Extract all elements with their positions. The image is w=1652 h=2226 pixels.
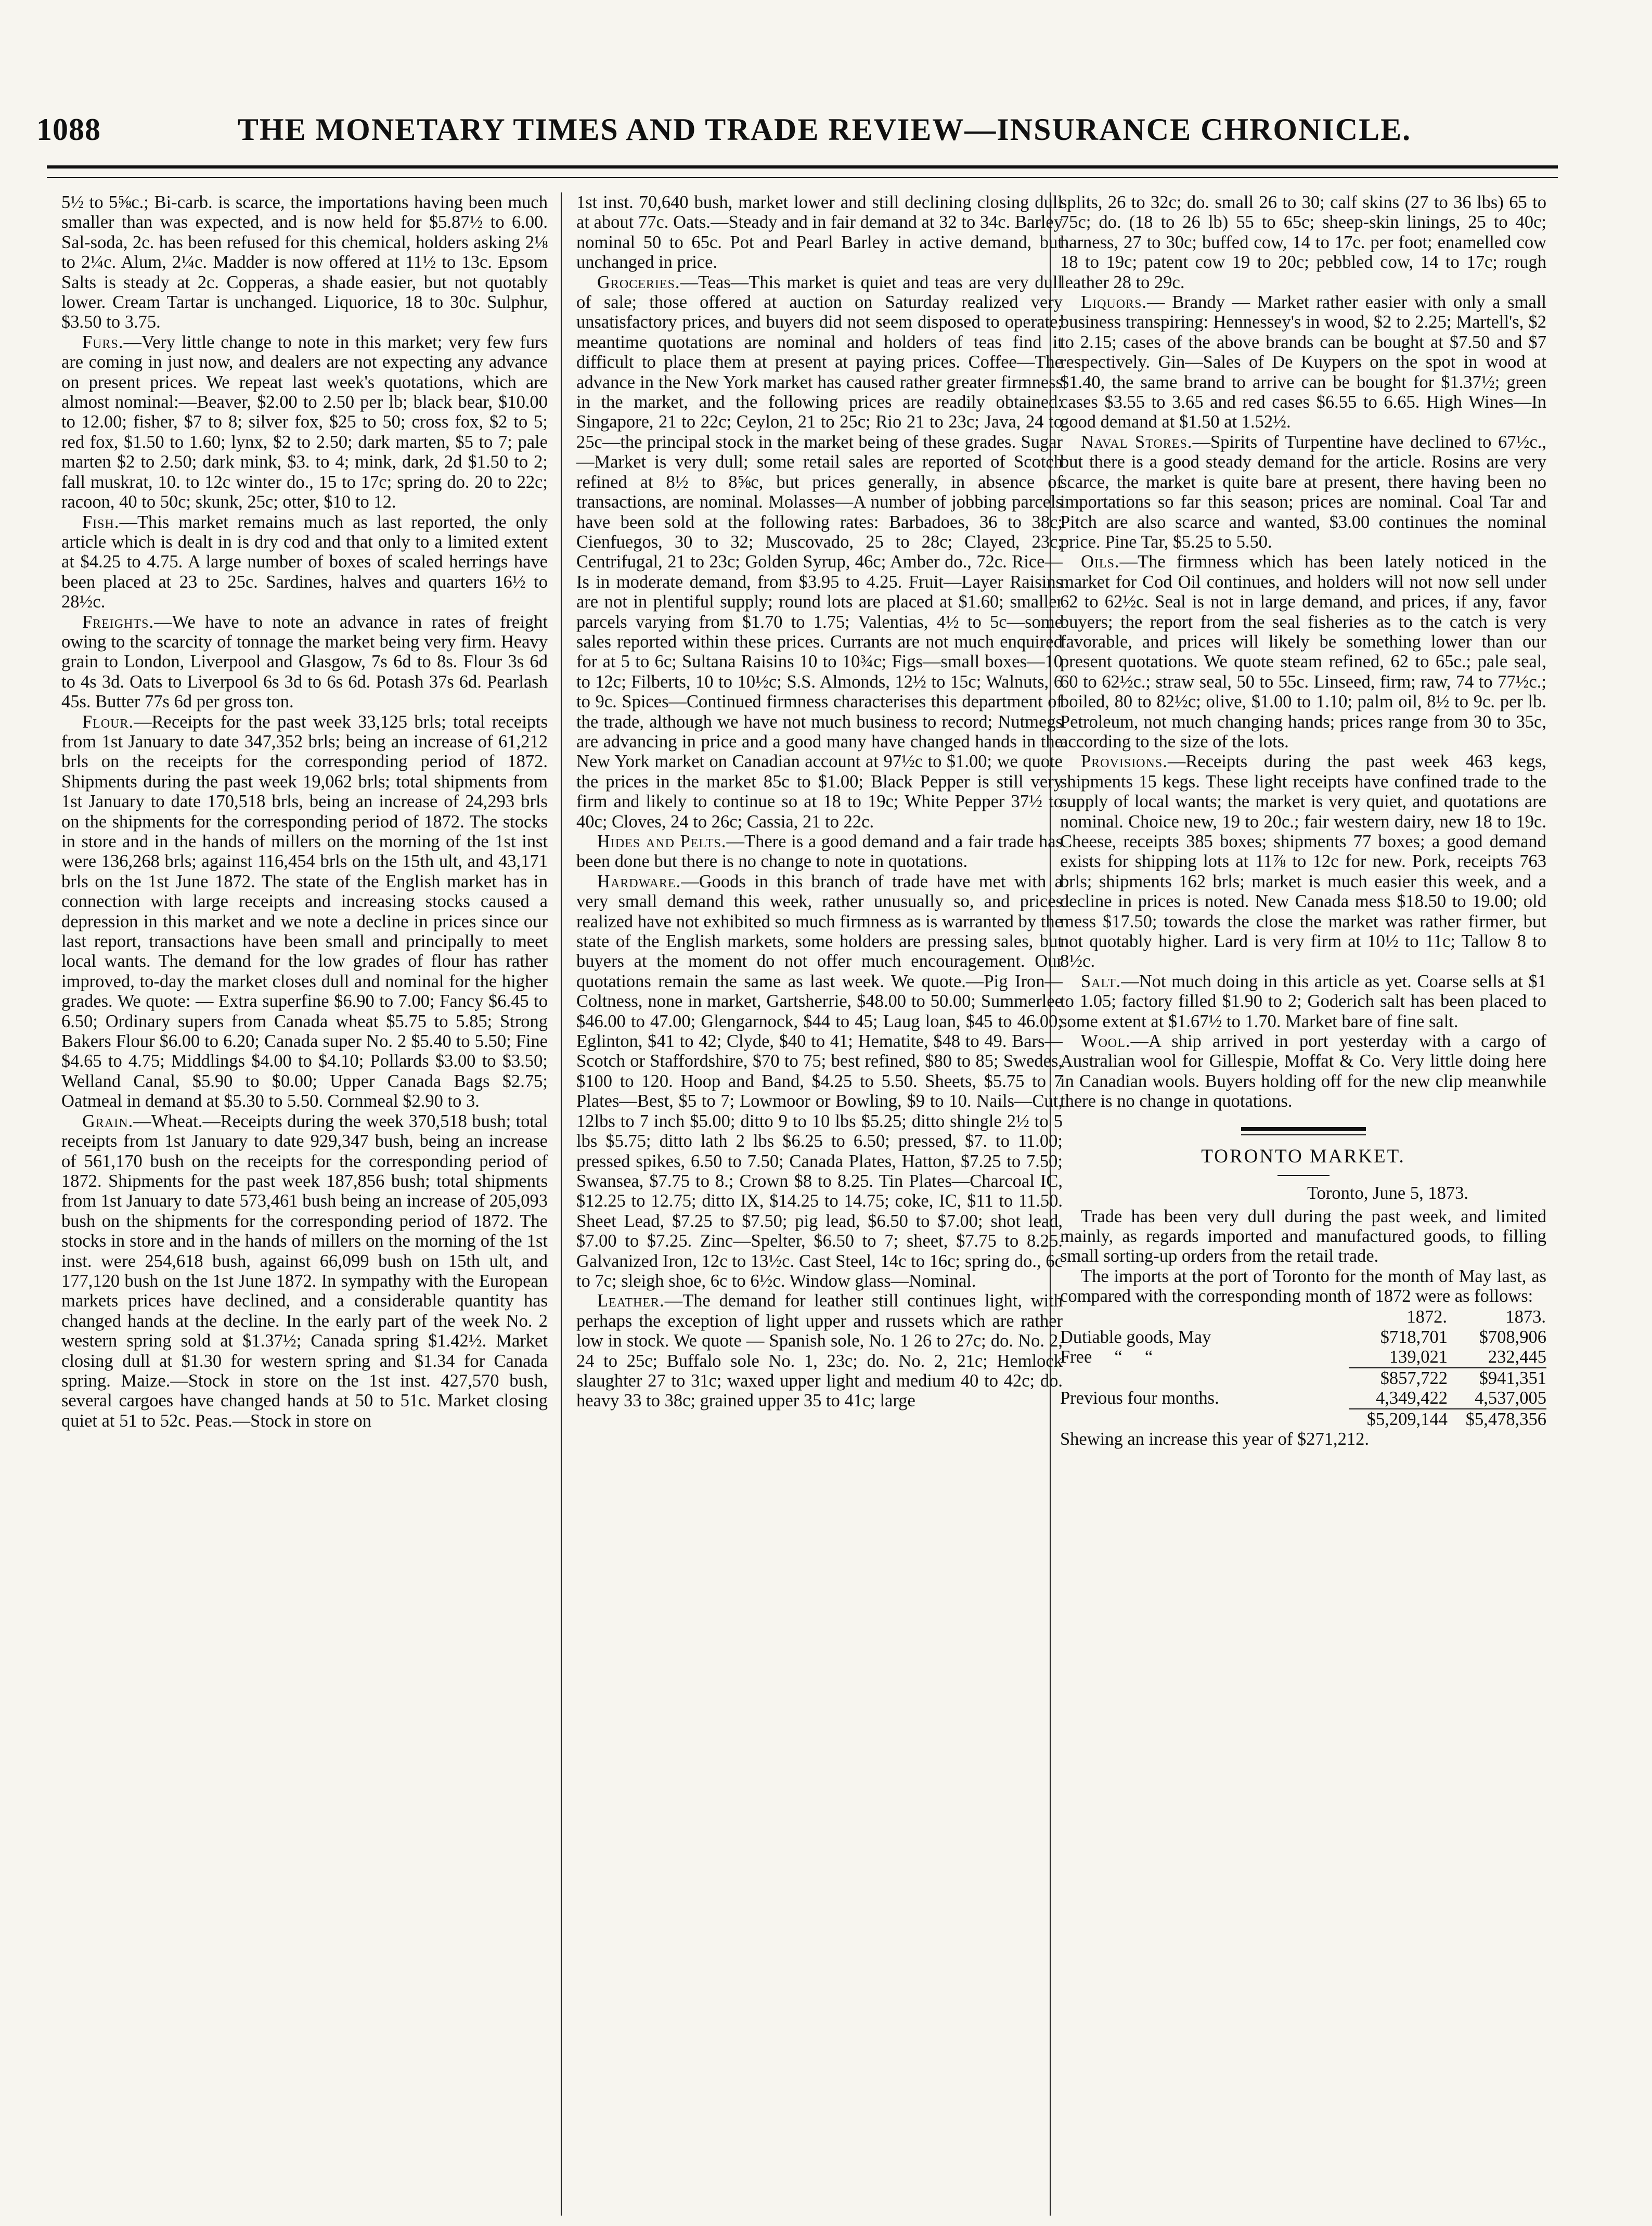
toronto-imports-intro: The imports at the port of Toronto for the month of May last, as compared with the corresponding month of 1872 were as follows: — [1060, 1266, 1546, 1306]
groceries-paragraph — [576, 273, 1063, 832]
salt-paragraph — [1060, 972, 1546, 1031]
toronto-market-title: TORONTO MARKET. — [1201, 1145, 1405, 1167]
row-label: Dutiable goods, May — [1060, 1327, 1211, 1347]
section-separator-thin — [1241, 1134, 1366, 1135]
section-heading: Oils. — [1081, 552, 1120, 572]
grain-paragraph — [61, 1111, 548, 1431]
cell-1873: 4,537,005 — [1475, 1388, 1546, 1408]
section-heading: Furs. — [82, 332, 124, 352]
section-body: — Brandy — Market rather easier with only a small business transpiring: Hennessey's in wood, $2 to 2.25; Martell's, $2 to 2.15; cases of the above brands can be bought at $7.50 and $7 respectively. Gin—Sales of De Kuypers on the spot in wood at $1.40, the same brand to arrive can be bought for $1.37½; green cases $3.55 to 3.65 and red cases $6.55 to 6.65. High Wines—In good demand at $1.50 at 1.52½. — [1060, 292, 1546, 432]
total-row — [1060, 1409, 1546, 1429]
cell-1872: 139,021 — [1389, 1347, 1448, 1367]
increase-summary: Shewing an increase this year of $271,212. — [1060, 1429, 1370, 1449]
section-heading: Leather. — [597, 1291, 665, 1311]
section-heading: Hardware. — [597, 871, 681, 891]
furs-paragraph — [61, 332, 548, 512]
section-heading: Provisions. — [1081, 752, 1168, 772]
hides-paragraph — [576, 832, 1063, 872]
page-header — [36, 112, 1612, 159]
year-header: 1873. — [1505, 1306, 1546, 1327]
section-body: —Very little change to note in this market; very few furs are coming in just now, and dealers are not expecting any advance on present prices. We repeat last week's quotations, which are almost nominal:—Beaver, $2.00 to 2.50 per lb; black bear, $10.00 to 12.00; fisher, $7 to 8; silver fox, $25 to 50; cross fox, $2 to 5; red fox, $1.50 to 1.60; lynx, $2 to 2.50; dark marten, $5 to 7; pale marten $2 to 2.50; dark mink, $3. to 4; mink, dark, 2d $1.50 to 2; fall muskrat, 10. to 12c winter do., 15 to 17c; spring do. 20 to 22c; racoon, 40 to 50c; skunk, 25c; otter, $10 to 12. — [61, 332, 548, 512]
wool-paragraph — [1060, 1031, 1546, 1111]
grain-continued-paragraph: 1st inst. 70,640 bush, market lower and still declining closing dull at about 77c. Oats.—Steady and in fair demand at 32 to 34c. Barley nominal 50 to 65c. Pot and Pearl Barley in active demand, but unchanged in price. — [576, 192, 1063, 273]
section-heading: Grain. — [82, 1111, 134, 1131]
section-body: —This market remains much as last reported, the only article which is dealt in is dry cod and that only to a limited extent at $4.25 to 4.75. A large number of boxes of scaled herrings have been placed at 23 to 25c. Sardines, halves and quarters 16½ to 28½c. — [61, 512, 548, 612]
liquors-paragraph — [1060, 292, 1546, 432]
page-number: 1088 — [36, 112, 101, 147]
section-body: —Spirits of Turpentine have declined to 67½c., but there is a good steady demand for the article. Rosins are very scarce, the market is quite bare at present, there having been no importations so far this season; prices are nominal. Coal Tar and Pitch are also scarce and wanted, $3.00 continues the nominal price. Pine Tar, $5.25 to 5.50. — [1060, 432, 1546, 552]
header-rule-thin — [47, 177, 1558, 178]
table-row — [1060, 1347, 1546, 1367]
imports-table — [1060, 1306, 1546, 1429]
total-1873: $5,478,356 — [1448, 1409, 1546, 1429]
section-separator-thick — [1241, 1127, 1366, 1131]
section-body: —The firmness which has been lately noticed in the market for Cod Oil continues, and holders will not now sell under 62 to 62½c. Seal is not in large demand, and prices, if any, favor buyers; the report from the seal fisheries as to the catch is very favorable, and prices will likely be something lower than our present quotations. We quote steam refined, 62 to 65c.; pale seal, 60 to 62½c.; straw seal, 50 to 55c. Linseed, firm; raw, 74 to 77½c.; boiled, 80 to 82½c; olive, $1.00 to 1.10; palm oil, 8½ to 9c. per lb. Petroleum, not much changing hands; prices range from 30 to 35c, according to the size of the lots. — [1060, 552, 1546, 752]
table-row — [1060, 1327, 1546, 1347]
section-heading: Salt. — [1081, 971, 1121, 991]
section-heading: Liquors. — [1081, 292, 1147, 313]
cell-1873: 232,445 — [1488, 1347, 1546, 1367]
column-divider — [561, 192, 562, 2216]
column-2 — [576, 192, 1063, 2216]
oils-paragraph — [1060, 552, 1546, 752]
short-rule — [1277, 1175, 1330, 1176]
section-body: —Receipts for the past week 33,125 brls; total receipts from 1st January to date 347,352 brls; being an increase of 61,212 brls on the receipts for the corresponding period of 1872. Shipments during the past week 19,062 brls; total shipments from 1st January to date 170,518 brls, being an increase of 24,293 brls on the shipments for the corresponding period of 1872. The stocks in store and in the hands of millers on the morning of the 1st inst were 136,268 brls; against 116,454 brls on the 15th ult, and 43,171 brls on the 1st June 1872. The state of the English market has in connection with large receipts and increasing stocks caused a depression in this market and we note a decline in prices since our last report, transactions have been small and principally to meet local wants. The demand for the low grades of flour has rather improved, to-day the market closes dull and nominal for the higher grades. We quote: — Extra superfine $6.90 to 7.00; Fancy $6.45 to 6.50; Ordinary supers from Canada wheat $5.75 to 5.85; Strong Bakers Flour $6.00 to 6.20; Canada super No. 2 $5.40 to 5.50; Fine $4.65 to 4.75; Middlings $4.00 to $4.10; Pollards $3.00 to $3.50; Welland Canal, $5.90 to $0.00; Upper Canada Bags $2.75; Oatmeal in demand at $5.30 to 5.50. Cornmeal $2.90 to 3. — [61, 711, 548, 1111]
column-1 — [61, 192, 548, 2216]
year-header: 1872. — [1406, 1306, 1447, 1327]
section-body: —We have to note an advance in rates of freight owing to the scarcity of tonnage the market being very firm. Heavy grain to London, Liverpool and Glasgow, 7s 6d to 8s. Flour 3s 6d to 4s 3d. Oats to Liverpool 6s 3d to 6s 6d. Potash 37s 6d. Pearlash 45s. Butter 77s 6d per gross ton. — [61, 612, 548, 712]
section-body: —A ship arrived in port yesterday with a cargo of Australian wool for Gillespie, Moffat & Co. Very little doing here in Canadian wools. Buyers holding off for the new clip meanwhile there is no change in quotations. — [1060, 1031, 1546, 1111]
total-1872: $5,209,144 — [1349, 1409, 1448, 1429]
leather-continued-paragraph: splits, 26 to 32c; do. small 26 to 30; calf skins (27 to 36 lbs) 65 to 75c; do. (18 to 26 lb) 55 to 65c; sheep-skin linings, 25 to 40c; harness, 27 to 30c; buffed cow, 14 to 17c. per foot; enamelled cow 18 to 19c; patent cow 19 to 20c; pebbled cow, 14 to 17c; rough leather 28 to 29c. — [1060, 192, 1546, 292]
row-label: Previous four months. — [1060, 1388, 1219, 1408]
section-body: —The demand for leather still continues light, with perhaps the exception of light upper and russets which are rather low in stock. We quote — Spanish sole, No. 1 26 to 27c; do. No. 2, 24 to 25c; Buffalo sole No. 1, 23c; do. No. 2, 21c; Hemlock slaughter 27 to 31c; waxed upper light and medium 40 to 42c; do. heavy 33 to 38c; grained upper 35 to 41c; large — [576, 1291, 1063, 1411]
section-body: —Teas—This market is quiet and teas are very dull of sale; those offered at auction on Saturday realized very unsatisfactory prices, and buyers did not seem disposed to operate; meantime quotations are nominal and holders of teas find it difficult to place them at present at paying prices. Coffee—The advance in the New York market has caused rather greater firmness in the market, and the following prices are readily obtained: Singapore, 21 to 22c; Ceylon, 21 to 25c; Rio 21 to 23c; Java, 24 to 25c—the principal stock in the market being of these grades. Sugar—Market is very dull; some retail sales are reported of Scotch refined at 8½ to 8⅝c, but prices generally, in absence of transactions, are nominal. Molasses—A number of jobbing parcels have been sold at the following rates: Barbadoes, 36 to 38c; Cienfuegos, 30 to 32; Muscovado, 25 to 28c; Clayed, 23c; Centrifugal, 21 to 23c; Golden Syrup, 46c; Amber do., 72c. Rice—Is in moderate demand, from $3.95 to 4.25. Fruit—Layer Raisins are not in plentiful supply; round lots are placed at $1.60; smaller parcels varying from $1.70 to 1.75; Valentias, 4½ to 5c—some sales reported within these prices. Currants are not much enquired for at 5 to 6c; Sultana Raisins 10 to 10¾c; Figs—small boxes—10 to 12c; Filberts, 10 to 10½c; S.S. Almonds, 12½ to 15c; Walnuts, 6 to 9c. Spices—Continued firmness characterises this department of the trade, although we have not much business to record; Nutmegs are advancing in price and a good many have changed hands in the New York market on Canadian account at 97½c to $1.00; we quote the prices in the market 85c to $1.00; Black Pepper is still very firm and likely to continue so at 18 to 19c; White Pepper 37½ to 40c; Cloves, 24 to 26c; Cassia, 21 to 22c. — [576, 272, 1063, 832]
section-heading: Flour. — [82, 711, 134, 732]
section-heading: Hides and Pelts. — [597, 832, 727, 851]
subtotal-row — [1060, 1368, 1546, 1388]
cell-1872: $718,701 — [1380, 1327, 1448, 1347]
chemicals-paragraph: 5½ to 5⅝c.; Bi-carb. is scarce, the importations having been much smaller than was expected, and is now held for $5.87½ to 6.00. Sal-soda, 2c. has been refused for this chemical, holders asking 2⅛ to 2¼c. Alum, 2¼c. Madder is now offered at 11½ to 13c. Epsom Salts is steady at 2c. Copperas, a shade easier, but not quotably lower. Cream Tartar is unchanged. Liquorice, 18 to 30c. Sulphur, $3.50 to 3.75. — [61, 192, 548, 332]
subtotal-1873: $941,351 — [1448, 1368, 1546, 1388]
toronto-paragraph: Trade has been very dull during the past week, and limited mainly, as regards imported and manufactured goods, to filling small sorting-up orders from the retail trade. — [1060, 1206, 1546, 1266]
hardware-paragraph — [576, 872, 1063, 1291]
section-heading: Naval Stores. — [1081, 432, 1193, 452]
naval-stores-paragraph — [1060, 432, 1546, 552]
running-title: THE MONETARY TIMES AND TRADE REVIEW—INSURANCE CHRONICLE. — [237, 112, 1412, 147]
imports-header-row — [1060, 1306, 1546, 1327]
section-body: —Not much doing in this article as yet. Coarse sells at $1 to 1.05; factory filled $1.90 to 2; Goderich salt has been placed to some extent at $1.67½ to 1.70. Market bare of fine salt. — [1060, 971, 1546, 1031]
section-body: —There is a good demand and a fair trade has been done but there is no change to note in quotations. — [576, 832, 1063, 872]
row-label: Free “ “ — [1060, 1347, 1153, 1367]
section-body: —Goods in this branch of trade have met with a very small demand this week, rather unusually so, and prices realized have not exhibited so much firmness as is warranted by the state of the English markets, some holders are pressing sales, but buyers at the moment do not offer much encouragement. Our quotations remain the same as last week. We quote.—Pig Iron—Coltness, none in market, Gartsherrie, $48.00 to 50.00; Summerlee $46.00 to 47.00; Glengarnock, $44 to 45; Laug loan, $45 to 46.00; Eglinton, $41 to 42; Clyde, $40 to 41; Hematite, $48 to 49. Bars—Scotch or Staffordshire, $70 to 75; best refined, $80 to 85; Swedes, $100 to 120. Hoop and Band, $4.25 to 5.50. Sheets, $5.75 to 7 Plates—Best, $5 to 7; Lowmoor or Bowling, $9 to 10. Nails—Cut, 12lbs to 7 inch $5.00; ditto 9 to 10 lbs $5.25; ditto shingle 2½ to 5 lbs $5.75; ditto lath 2 lbs $6.25 to 6.50; pressed, $7. to 11.00; pressed spikes, 6.50 to 7.50; Canada Plates, Hatton, $7.25 to 7.50; Swansea, $7.75 to 8.; Crown $8 to 8.25. Tin Plates—Charcoal IC, $12.25 to 12.75; ditto IX, $14.25 to 14.75; coke, IC, $11 to 11.50. Sheet Lead, $7.25 to $7.50; pig lead, $6.50 to $7.00; shot lead, $7.00 to $7.25. Zinc—Spelter, $6.50 to 7; sheet, $7.75 to 8.25. Galvanized Iron, 12c to 13½c. Cast Steel, 14c to 16c; spring do., 6c to 7c; sleigh shoe, 6c to 6½c. Window glass—Nominal. — [576, 871, 1063, 1291]
section-heading: Groceries. — [597, 272, 680, 292]
section-body: —Receipts during the past week 463 kegs, shipments 15 kegs. These light receipts have confined trade to the supply of local wants; the market is very quiet, and quotations are nominal. Choice new, 19 to 20c.; fair western dairy, new 18 to 19c. Cheese, receipts 385 boxes; shipments 77 boxes; a good demand exists for shipping lots at 11⅞ to 12c for new. Pork, receipts 763 brls; shipments 162 brls; market is much easier this week, and a decline in prices is noted. New Canada mess $18.50 to 19.00; old mess $17.50; towards the close the market was rather firmer, but not quotably higher. Lard is very firm at 10½ to 11c; Tallow 8 to 8½c. — [1060, 752, 1546, 972]
section-body: —Wheat.—Receipts during the week 370,518 bush; total receipts from 1st January to date 929,347 bush, being an increase of 561,170 bush on the receipts for the corresponding period of 1872. Shipments for the past week 187,856 bush; total shipments from 1st January to date 573,461 bush being an increase of 205,093 bush on the shipments for the corresponding period of 1872. The stocks in store and in the hands of millers on the morning of the 1st inst. were 254,618 bush, against 66,099 bush on 15th ult, and 177,120 bush on the 1st June 1872. In sympathy with the European markets prices have declined, and a considerable quantity has changed hands at the decline. In the early part of the week No. 2 western spring sold at $1.37½; Canada spring $1.42½. Market closing dull at $1.30 for western spring and $1.34 for Canada spring. Maize.—Stock in store on the 1st inst. 427,570 bush, several cargoes have changed hands at 50 to 51c. Market closing quiet at 51 to 52c. Peas.—Stock in store on — [61, 1111, 548, 1431]
leather-paragraph — [576, 1291, 1063, 1410]
dateline: Toronto, June 5, 1873. — [1307, 1183, 1468, 1203]
section-heading: Wool. — [1081, 1031, 1131, 1052]
cell-1872: 4,349,422 — [1376, 1388, 1448, 1408]
section-heading: Freights. — [82, 612, 154, 632]
cell-1873: $708,906 — [1479, 1327, 1546, 1347]
table-row — [1060, 1388, 1546, 1408]
section-heading: Fish. — [82, 512, 120, 532]
subtotal-1872: $857,722 — [1349, 1368, 1448, 1388]
provisions-paragraph — [1060, 752, 1546, 971]
column-3 — [1060, 192, 1546, 2216]
freights-paragraph — [61, 612, 548, 712]
header-rule-thick — [47, 165, 1558, 169]
flour-paragraph — [61, 712, 548, 1111]
fish-paragraph — [61, 512, 548, 612]
